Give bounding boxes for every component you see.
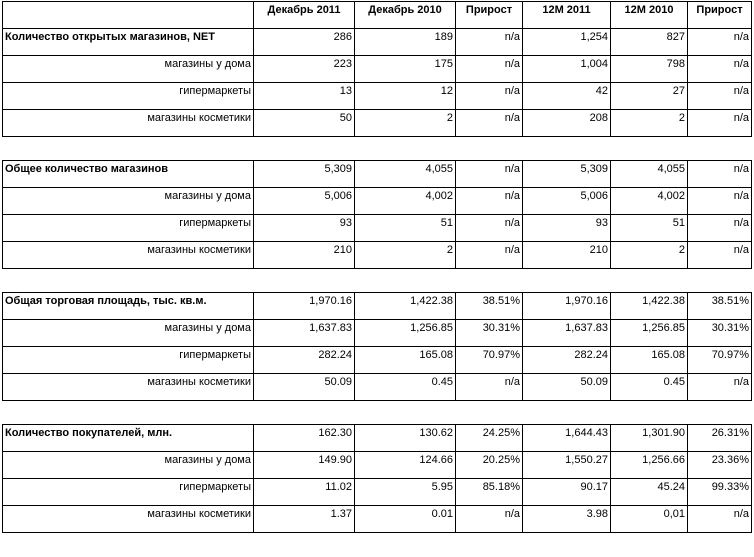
value-cell: 1,550.27 [523, 452, 611, 479]
value-cell: 210 [523, 242, 611, 269]
column-header: Декабрь 2010 [355, 2, 456, 29]
row-label: магазины косметики [3, 110, 254, 137]
value-cell: n/a [456, 188, 523, 215]
section-title: Количество открытых магазинов, NET [3, 29, 254, 56]
value-cell: 26.31% [688, 425, 752, 452]
spacer-cell [3, 401, 752, 425]
value-cell: 175 [355, 56, 456, 83]
table-row [3, 83, 752, 110]
value-cell: 51 [355, 215, 456, 242]
section-header-row [3, 425, 752, 452]
value-cell: 827 [611, 29, 688, 56]
value-cell: 50 [254, 110, 355, 137]
value-cell: 93 [523, 215, 611, 242]
value-cell: 0.45 [611, 374, 688, 401]
section-title: Общая торговая площадь, тыс. кв.м. [3, 293, 254, 320]
table-row [3, 320, 752, 347]
row-label: гипермаркеты [3, 83, 254, 110]
value-cell: 50.09 [523, 374, 611, 401]
value-cell: n/a [456, 161, 523, 188]
value-cell: 286 [254, 29, 355, 56]
value-cell: 30.31% [688, 320, 752, 347]
value-cell: 210 [254, 242, 355, 269]
value-cell: 30.31% [456, 320, 523, 347]
value-cell: n/a [688, 215, 752, 242]
value-cell: 5,309 [523, 161, 611, 188]
value-cell: 282.24 [523, 347, 611, 374]
table-row [3, 188, 752, 215]
section-title: Общее количество магазинов [3, 161, 254, 188]
value-cell: 1,256.85 [611, 320, 688, 347]
value-cell: 38.51% [688, 293, 752, 320]
value-cell: 1,254 [523, 29, 611, 56]
value-cell: 70.97% [688, 347, 752, 374]
value-cell: 282.24 [254, 347, 355, 374]
value-cell: n/a [688, 188, 752, 215]
table-row [3, 56, 752, 83]
header-empty-cell [3, 2, 254, 29]
section-header-row [3, 293, 752, 320]
row-label: гипермаркеты [3, 479, 254, 506]
value-cell: 38.51% [456, 293, 523, 320]
row-label: магазины у дома [3, 56, 254, 83]
value-cell: 5,006 [254, 188, 355, 215]
table-row [3, 452, 752, 479]
value-cell: 45.24 [611, 479, 688, 506]
value-cell: 1,256.66 [611, 452, 688, 479]
value-cell: 27 [611, 83, 688, 110]
value-cell: 130.62 [355, 425, 456, 452]
column-header: 12М 2010 [611, 2, 688, 29]
row-label: магазины у дома [3, 452, 254, 479]
value-cell: 1.37 [254, 506, 355, 533]
value-cell: 11.02 [254, 479, 355, 506]
value-cell: 223 [254, 56, 355, 83]
value-cell: 1,637.83 [523, 320, 611, 347]
header-row [3, 2, 752, 29]
value-cell: 70.97% [456, 347, 523, 374]
value-cell: 2 [611, 110, 688, 137]
value-cell: 1,637.83 [254, 320, 355, 347]
value-cell: 13 [254, 83, 355, 110]
row-label: магазины косметики [3, 506, 254, 533]
value-cell: n/a [688, 110, 752, 137]
value-cell: n/a [456, 215, 523, 242]
value-cell: 0,01 [611, 506, 688, 533]
section-header-row [3, 161, 752, 188]
table-row [3, 374, 752, 401]
value-cell: n/a [456, 83, 523, 110]
value-cell: 4,055 [355, 161, 456, 188]
value-cell: n/a [456, 374, 523, 401]
value-cell: 42 [523, 83, 611, 110]
value-cell: 3.98 [523, 506, 611, 533]
column-header: 12М 2011 [523, 2, 611, 29]
value-cell: 1,422.38 [611, 293, 688, 320]
value-cell: n/a [456, 110, 523, 137]
value-cell: 4,055 [611, 161, 688, 188]
value-cell: 51 [611, 215, 688, 242]
spacer-row [3, 269, 752, 293]
spacer-cell [3, 269, 752, 293]
row-label: магазины у дома [3, 320, 254, 347]
value-cell: n/a [456, 506, 523, 533]
value-cell: n/a [456, 29, 523, 56]
spacer-row [3, 401, 752, 425]
row-label: магазины косметики [3, 242, 254, 269]
value-cell: 1,301.90 [611, 425, 688, 452]
value-cell: 124.66 [355, 452, 456, 479]
value-cell: 1,644.43 [523, 425, 611, 452]
value-cell: 2 [355, 110, 456, 137]
column-header: Прирост [456, 2, 523, 29]
table-row [3, 506, 752, 533]
value-cell: 0.01 [355, 506, 456, 533]
table-row [3, 347, 752, 374]
value-cell: n/a [688, 374, 752, 401]
column-header: Декабрь 2011 [254, 2, 355, 29]
value-cell: 165.08 [355, 347, 456, 374]
value-cell: 2 [355, 242, 456, 269]
value-cell: 23.36% [688, 452, 752, 479]
table-row [3, 215, 752, 242]
value-cell: n/a [456, 242, 523, 269]
spacer-row [3, 137, 752, 161]
column-header: Прирост [688, 2, 752, 29]
value-cell: n/a [688, 56, 752, 83]
value-cell: 2 [611, 242, 688, 269]
section-title: Количество покупателей, млн. [3, 425, 254, 452]
value-cell: n/a [456, 56, 523, 83]
value-cell: 12 [355, 83, 456, 110]
value-cell: 1,256.85 [355, 320, 456, 347]
value-cell: 189 [355, 29, 456, 56]
table-row [3, 479, 752, 506]
value-cell: n/a [688, 83, 752, 110]
value-cell: 1,970.16 [523, 293, 611, 320]
value-cell: 20.25% [456, 452, 523, 479]
value-cell: n/a [688, 506, 752, 533]
value-cell: 208 [523, 110, 611, 137]
value-cell: 99.33% [688, 479, 752, 506]
value-cell: n/a [688, 29, 752, 56]
value-cell: 162.30 [254, 425, 355, 452]
value-cell: 1,970.16 [254, 293, 355, 320]
value-cell: 90.17 [523, 479, 611, 506]
value-cell: 5,309 [254, 161, 355, 188]
statistics-table [2, 1, 752, 533]
value-cell: n/a [688, 242, 752, 269]
value-cell: n/a [688, 161, 752, 188]
value-cell: 165.08 [611, 347, 688, 374]
value-cell: 93 [254, 215, 355, 242]
value-cell: 85.18% [456, 479, 523, 506]
section-header-row [3, 29, 752, 56]
spacer-cell [3, 137, 752, 161]
row-label: магазины косметики [3, 374, 254, 401]
value-cell: 1,004 [523, 56, 611, 83]
value-cell: 4,002 [355, 188, 456, 215]
value-cell: 798 [611, 56, 688, 83]
value-cell: 24.25% [456, 425, 523, 452]
value-cell: 50.09 [254, 374, 355, 401]
value-cell: 149.90 [254, 452, 355, 479]
table-row [3, 242, 752, 269]
value-cell: 5,006 [523, 188, 611, 215]
value-cell: 4,002 [611, 188, 688, 215]
value-cell: 0.45 [355, 374, 456, 401]
row-label: гипермаркеты [3, 215, 254, 242]
row-label: гипермаркеты [3, 347, 254, 374]
table-body [3, 2, 752, 533]
row-label: магазины у дома [3, 188, 254, 215]
value-cell: 1,422.38 [355, 293, 456, 320]
value-cell: 5.95 [355, 479, 456, 506]
table-row [3, 110, 752, 137]
